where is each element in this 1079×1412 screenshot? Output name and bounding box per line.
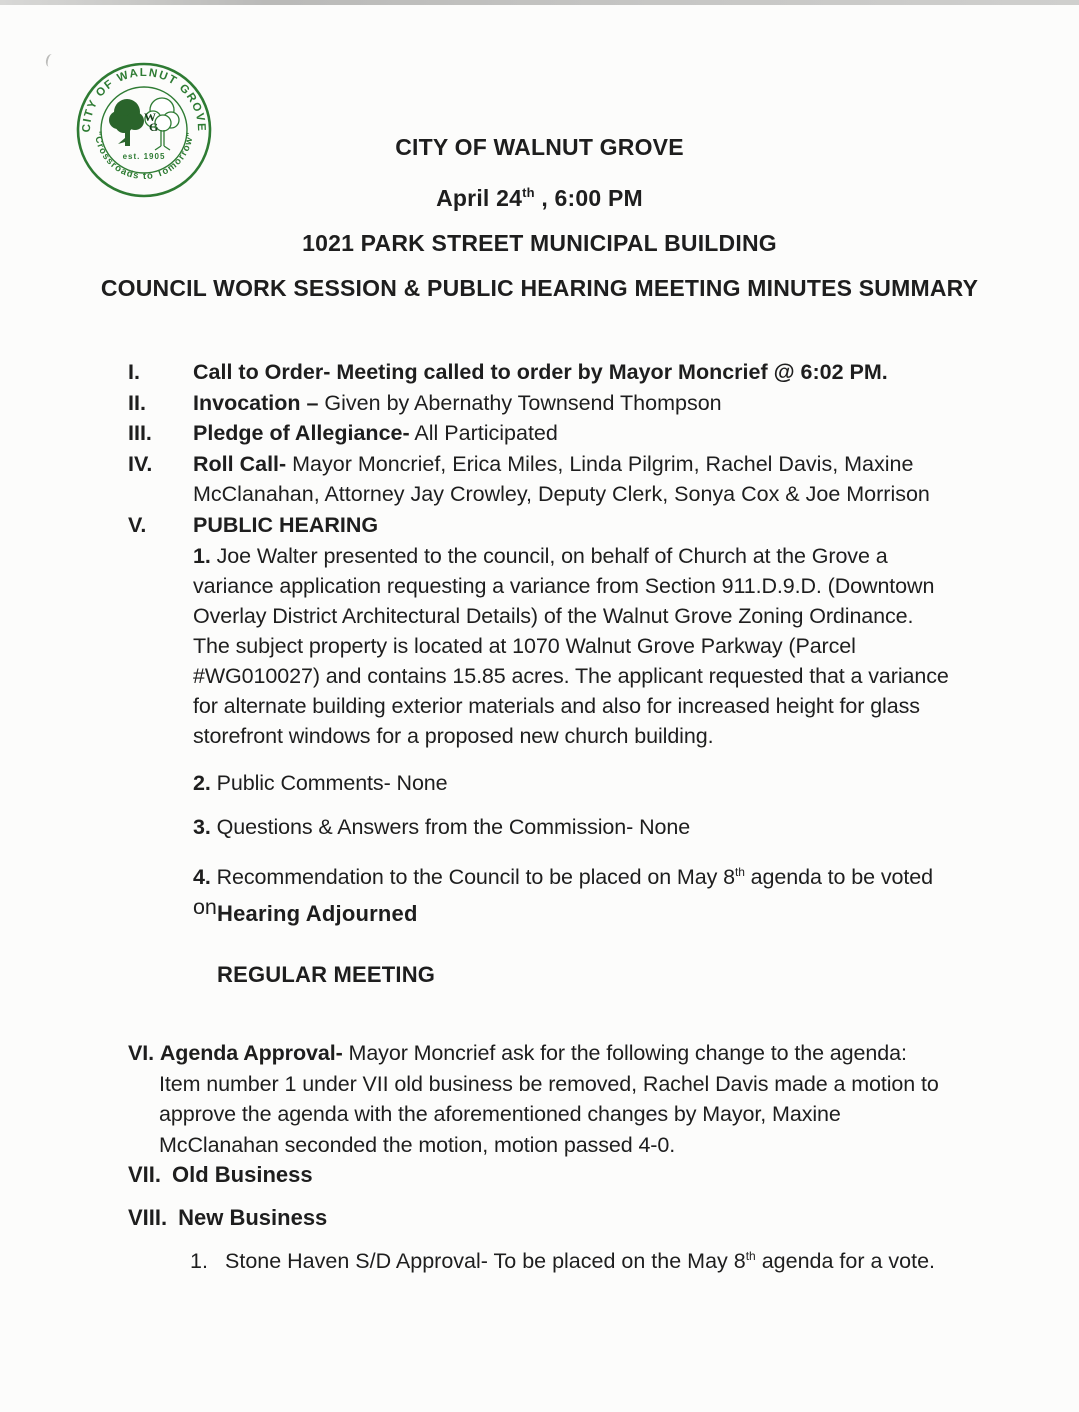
item-number: 4.	[193, 865, 211, 889]
item-number: 1.	[193, 544, 211, 568]
item-text-end: agenda to be voted on.	[193, 865, 933, 919]
agenda-item-call-to-order	[128, 357, 948, 388]
ordinal-suffix: th	[745, 1249, 756, 1263]
hearing-adjourned-heading: Hearing Adjourned	[217, 901, 418, 926]
agenda-item-numeral: IV.	[128, 451, 153, 476]
agenda-item-text	[193, 357, 948, 388]
agenda-item-bold: Invocation –	[193, 390, 319, 415]
scan-artifact-mark	[45, 53, 57, 68]
seal-ring-text-top-path: CITY OF WALNUT GROVE	[80, 66, 208, 133]
agenda-item-text	[193, 449, 948, 510]
agenda-item-numeral: III.	[128, 421, 152, 445]
public-hearing-item-1	[193, 541, 953, 751]
agenda-item-numeral: II.	[128, 390, 146, 415]
section-new-business	[128, 1205, 327, 1231]
section-numeral: VI.	[128, 1041, 154, 1065]
agenda-item-rest: All Participated	[409, 421, 558, 445]
section-text: Mayor Moncrief ask for the following change to the agenda: Item number 1 under VII old business be removed, Rachel Davis made a motion to approve the agenda with the aforementioned changes by Mayor, Maxine McClanahan seconded the motion, motion passed 4-0.	[159, 1041, 939, 1157]
agenda-item-roll-call	[128, 449, 948, 510]
item-text: Joe Walter presented to the council, on behalf of Church at the Grove a variance application requesting a variance from Section 911.D.9.D. (Downtown Overlay District Architectural Details) of the Walnut Grove Zoning Ordinance. The subject property is located at 1070 Walnut Grove Parkway (Parcel #WG010027) and contains 15.85 acres. The applicant requested that a variance for alternate building exterior materials and also for increased height for glass storefront windows for a proposed new church building.	[193, 544, 949, 748]
public-hearing-item-2	[193, 768, 953, 798]
item-number: 1.	[190, 1249, 208, 1273]
agenda-item-text	[193, 510, 948, 541]
scan-artifact-top-edge	[0, 0, 1079, 5]
date-prefix: April 24	[436, 185, 523, 211]
meeting-address: 1021 PARK STREET MUNICIPAL BUILDING	[302, 230, 777, 256]
agenda-item-bold: PUBLIC HEARING	[193, 512, 379, 537]
new-business-item-1	[190, 1249, 970, 1274]
section-numeral: VIII.	[128, 1205, 168, 1230]
agenda-item-numeral: I.	[128, 360, 140, 384]
document-header	[0, 136, 1079, 322]
date-ordinal-suffix: th	[522, 185, 535, 200]
agenda-item-bold: Call to Order- Meeting called to order by Mayor Moncrief @ 6:02 PM.	[193, 360, 888, 384]
meeting-subtitle: COUNCIL WORK SESSION & PUBLIC HEARING MEETING MINUTES SUMMARY	[100, 275, 979, 301]
seal-monogram-g: G	[149, 120, 159, 134]
agenda-item-numeral: V.	[128, 512, 147, 537]
item-text-start: Stone Haven S/D Approval- To be placed on the May 8	[225, 1249, 746, 1273]
seal-ring-text-bottom-path: "Crossroads to Tomorrow"	[91, 130, 197, 183]
regular-meeting-heading: REGULAR MEETING	[217, 962, 436, 987]
seal-est-text: est. 1905	[122, 152, 166, 161]
agenda-item-public-hearing	[128, 510, 948, 541]
section-label: Old Business	[172, 1162, 313, 1187]
public-hearing-item-3	[193, 812, 953, 842]
item-number: 2.	[193, 771, 211, 795]
ordinal-suffix: th	[734, 865, 745, 879]
section-bold: Agenda Approval-	[159, 1041, 343, 1065]
item-text: Recommendation to the Council to be placed on May 8	[210, 865, 735, 889]
item-text	[225, 1249, 935, 1274]
item-number: 3.	[193, 815, 211, 839]
agenda-roman-list	[128, 357, 948, 540]
page-title: CITY OF WALNUT GROVE	[395, 134, 684, 160]
agenda-item-bold: Pledge of Allegiance-	[193, 421, 410, 445]
seal-monogram	[144, 110, 159, 134]
agenda-item-rest: Mayor Moncrief, Erica Miles, Linda Pilgrim, Rachel Davis, Maxine McClanahan, Attorney Jay Crowley, Deputy Clerk, Sonya Cox & Joe Morrison	[193, 451, 930, 506]
section-numeral: VII.	[128, 1162, 162, 1187]
agenda-item-rest: Given by Abernathy Townsend Thompson	[318, 390, 722, 415]
agenda-item-bold: Roll Call-	[193, 451, 287, 476]
item-text-end: agenda for a vote.	[755, 1249, 936, 1273]
item-text: Questions & Answers from the Commission- None	[210, 815, 691, 839]
section-agenda-approval	[128, 1038, 949, 1160]
agenda-item-pledge	[128, 418, 948, 449]
agenda-item-invocation	[128, 388, 948, 419]
agenda-item-text	[193, 388, 948, 419]
seal-monogram-w: W	[144, 110, 156, 124]
date-suffix: , 6:00 PM	[534, 185, 643, 211]
agenda-item-text	[193, 418, 948, 449]
item-text: Public Comments- None	[210, 771, 448, 795]
section-old-business	[128, 1162, 313, 1188]
section-label: New Business	[178, 1205, 328, 1230]
meeting-datetime	[0, 181, 1079, 210]
